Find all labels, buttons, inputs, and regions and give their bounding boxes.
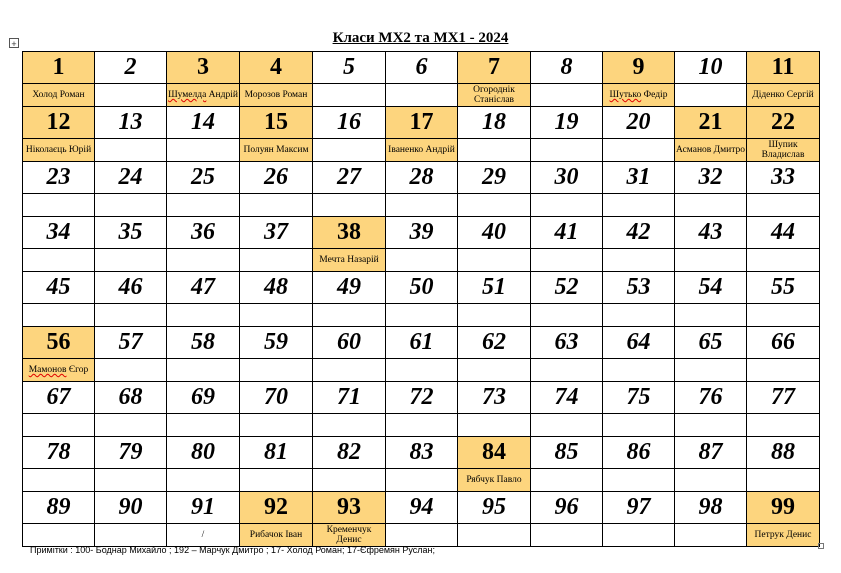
number-cell[interactable]: 59 [240,327,313,359]
number-row [23,107,820,139]
student-name-cell[interactable] [240,469,313,492]
number-cell[interactable]: 70 [240,382,313,414]
number-cell[interactable]: 85 [531,437,603,469]
student-name-cell[interactable] [747,469,820,492]
number-row [23,272,820,304]
number-cell[interactable]: 14 [167,107,240,139]
number-cell[interactable]: 42 [603,217,675,249]
number-cell[interactable]: 4 [240,52,313,84]
student-name-cell[interactable] [167,249,240,272]
student-name-cell[interactable]: Морозов Роман [240,84,313,107]
student-name-cell[interactable] [23,414,95,437]
number-cell[interactable]: 71 [313,382,386,414]
student-name-cell[interactable] [603,304,675,327]
number-cell[interactable]: 8 [531,52,603,84]
student-name-cell[interactable]: Петрук Денис [747,524,820,547]
student-name-cell[interactable] [458,414,531,437]
student-name-cell[interactable] [675,194,747,217]
number-cell[interactable]: 66 [747,327,820,359]
number-row [23,382,820,414]
number-cell[interactable]: 50 [386,272,458,304]
student-name-cell[interactable] [313,469,386,492]
name-row [23,414,820,437]
number-cell[interactable]: 78 [23,437,95,469]
student-name-cell[interactable] [458,359,531,382]
number-cell[interactable]: 3 [167,52,240,84]
number-cell[interactable]: 34 [23,217,95,249]
student-name-cell[interactable] [167,84,240,107]
number-cell[interactable]: 47 [167,272,240,304]
student-name-cell[interactable] [603,139,675,162]
student-surname: Шумелда [168,89,207,100]
number-row [23,52,820,84]
number-cell[interactable]: 19 [531,107,603,139]
number-cell[interactable]: 21 [675,107,747,139]
number-cell[interactable]: 37 [240,217,313,249]
document-title: Класи МХ2 та МХ1 - 2024 [332,30,509,46]
student-name-cell[interactable] [23,524,95,547]
number-cell[interactable]: 35 [95,217,167,249]
name-row [23,194,820,217]
student-name-cell[interactable] [23,469,95,492]
number-row [23,437,820,469]
student-name-cell[interactable] [23,359,95,382]
student-name-cell[interactable] [458,139,531,162]
student-name-cell[interactable] [95,84,167,107]
number-cell[interactable]: 58 [167,327,240,359]
student-name-cell[interactable] [675,84,747,107]
student-name-cell[interactable] [458,304,531,327]
student-name-cell[interactable] [313,139,386,162]
number-cell[interactable]: 56 [23,327,95,359]
student-name-cell[interactable] [240,359,313,382]
student-name-cell[interactable] [603,414,675,437]
number-cell[interactable]: 97 [603,492,675,524]
student-name-cell[interactable]: Кременчук Денис [313,524,386,547]
student-name-cell[interactable]: Мечта Назарій [313,249,386,272]
student-name-cell[interactable]: Іваненко Андрій [386,139,458,162]
number-row [23,162,820,194]
student-name-cell[interactable] [386,469,458,492]
student-name-cell[interactable] [240,414,313,437]
number-cell[interactable]: 96 [531,492,603,524]
student-name-cell[interactable] [23,249,95,272]
student-name-cell[interactable] [386,304,458,327]
number-cell[interactable]: 52 [531,272,603,304]
student-name-cell[interactable] [675,249,747,272]
number-cell[interactable]: 55 [747,272,820,304]
student-name-cell[interactable] [675,304,747,327]
student-given-name: Федір [641,89,668,100]
number-cell[interactable]: 48 [240,272,313,304]
student-name-cell[interactable] [603,359,675,382]
student-name-cell[interactable] [603,84,675,107]
number-cell[interactable]: 17 [386,107,458,139]
number-cell[interactable]: 54 [675,272,747,304]
student-name-cell[interactable] [531,139,603,162]
number-cell[interactable]: 43 [675,217,747,249]
number-cell[interactable]: 7 [458,52,531,84]
student-name-cell[interactable] [167,194,240,217]
student-name-cell[interactable] [167,304,240,327]
number-cell[interactable]: 24 [95,162,167,194]
student-name-cell[interactable] [531,359,603,382]
number-cell[interactable]: 84 [458,437,531,469]
class-number-table [22,51,820,547]
number-cell[interactable]: 51 [458,272,531,304]
number-cell[interactable]: 98 [675,492,747,524]
number-cell[interactable]: 86 [603,437,675,469]
student-name-cell[interactable] [95,359,167,382]
number-cell[interactable]: 5 [313,52,386,84]
number-cell[interactable]: 74 [531,382,603,414]
number-cell[interactable]: 64 [603,327,675,359]
student-name-cell[interactable] [675,359,747,382]
number-cell[interactable]: 20 [603,107,675,139]
number-cell[interactable]: 83 [386,437,458,469]
student-name-cell[interactable] [313,194,386,217]
student-name-cell[interactable] [240,249,313,272]
student-name-cell[interactable] [95,304,167,327]
student-name-cell[interactable]: Шупик Владислав [747,139,820,162]
number-cell[interactable]: 95 [458,492,531,524]
number-cell[interactable]: 2 [95,52,167,84]
student-name-cell[interactable] [95,139,167,162]
student-name-cell[interactable] [603,194,675,217]
student-name-cell[interactable] [95,524,167,547]
number-cell[interactable]: 33 [747,162,820,194]
number-cell[interactable]: 99 [747,492,820,524]
student-given-name: Єгор [66,364,89,375]
number-cell[interactable]: 12 [23,107,95,139]
number-cell[interactable]: 57 [95,327,167,359]
student-name-cell[interactable] [458,524,531,547]
student-name-cell[interactable]: Холод Роман [23,84,95,107]
student-name-cell[interactable] [95,194,167,217]
number-cell[interactable]: 15 [240,107,313,139]
number-cell[interactable]: 28 [386,162,458,194]
number-cell[interactable]: 80 [167,437,240,469]
number-cell[interactable]: 87 [675,437,747,469]
student-name-cell[interactable] [747,249,820,272]
number-cell[interactable]: 10 [675,52,747,84]
number-cell[interactable]: 41 [531,217,603,249]
number-cell[interactable]: 63 [531,327,603,359]
student-name-cell[interactable]: Огороднік Станіслав [458,84,531,107]
student-name-cell[interactable] [531,524,603,547]
name-row [23,84,820,107]
number-cell[interactable]: 76 [675,382,747,414]
number-cell[interactable]: 23 [23,162,95,194]
number-cell[interactable]: 39 [386,217,458,249]
student-surname: Шутько [609,89,642,100]
number-cell[interactable]: 60 [313,327,386,359]
student-name-cell[interactable]: Діденко Сергій [747,84,820,107]
student-name-cell[interactable] [240,304,313,327]
number-cell[interactable]: 88 [747,437,820,469]
number-cell[interactable]: 93 [313,492,386,524]
number-cell[interactable]: 69 [167,382,240,414]
number-cell[interactable]: 25 [167,162,240,194]
student-name-cell[interactable] [386,359,458,382]
student-name-cell[interactable] [313,414,386,437]
footnote: Примітки : 100- Боднар Михайло ; 192 – Марчук Дмитро ; 17- Холод Роман; 17-Єфремян Руслан; [30,545,436,555]
number-cell[interactable]: 11 [747,52,820,84]
number-cell[interactable]: 61 [386,327,458,359]
number-cell[interactable]: 46 [95,272,167,304]
student-name-cell[interactable] [167,359,240,382]
number-cell[interactable]: 29 [458,162,531,194]
name-row [23,249,820,272]
number-cell[interactable]: 13 [95,107,167,139]
student-name-cell[interactable] [747,304,820,327]
number-cell[interactable]: 81 [240,437,313,469]
student-name-cell[interactable] [531,84,603,107]
student-name-cell[interactable] [747,359,820,382]
number-cell[interactable]: 49 [313,272,386,304]
number-cell[interactable]: 92 [240,492,313,524]
number-cell[interactable]: 77 [747,382,820,414]
name-row [23,359,820,382]
number-cell[interactable]: 26 [240,162,313,194]
student-name-cell[interactable] [531,249,603,272]
number-cell[interactable]: 79 [95,437,167,469]
number-cell[interactable]: 44 [747,217,820,249]
number-cell[interactable]: 68 [95,382,167,414]
number-cell[interactable]: 45 [23,272,95,304]
number-cell[interactable]: 89 [23,492,95,524]
student-name-cell[interactable] [95,469,167,492]
number-cell[interactable]: 1 [23,52,95,84]
student-name-cell[interactable] [167,139,240,162]
number-cell[interactable]: 6 [386,52,458,84]
student-name-cell[interactable] [240,194,313,217]
number-cell[interactable]: 18 [458,107,531,139]
number-cell[interactable]: 53 [603,272,675,304]
number-cell[interactable]: 22 [747,107,820,139]
number-cell[interactable]: 27 [313,162,386,194]
student-name-cell[interactable] [386,194,458,217]
number-row [23,327,820,359]
student-name-cell[interactable]: Асманов Дмитро [675,139,747,162]
student-name-cell[interactable]: Ніколаєць Юрій [23,139,95,162]
student-name-cell[interactable] [747,194,820,217]
student-name-cell[interactable] [313,359,386,382]
number-cell[interactable]: 36 [167,217,240,249]
name-row [23,469,820,492]
number-cell[interactable]: 30 [531,162,603,194]
number-cell[interactable]: 72 [386,382,458,414]
table-resize-handle[interactable] [818,543,824,549]
student-name-cell[interactable] [386,414,458,437]
student-name-cell[interactable]: Рибачок Іван [240,524,313,547]
number-cell[interactable]: 62 [458,327,531,359]
student-name-cell[interactable]: Рябчук Павло [458,469,531,492]
student-name-cell[interactable] [23,194,95,217]
student-surname: Мамонов [28,364,67,375]
name-row [23,304,820,327]
number-cell[interactable]: 73 [458,382,531,414]
number-cell[interactable]: 67 [23,382,95,414]
student-name-cell[interactable] [531,304,603,327]
student-name-cell[interactable] [167,414,240,437]
student-given-name: Андрій [206,89,238,100]
name-row [23,139,820,162]
student-name-cell[interactable] [313,84,386,107]
student-name-cell[interactable] [95,414,167,437]
table-move-handle-icon[interactable]: + [9,38,19,48]
number-row [23,492,820,524]
number-cell[interactable]: 38 [313,217,386,249]
number-cell[interactable]: 40 [458,217,531,249]
student-name-cell[interactable] [458,194,531,217]
student-name-cell[interactable] [531,194,603,217]
number-cell[interactable]: 65 [675,327,747,359]
number-cell[interactable]: 94 [386,492,458,524]
student-name-cell[interactable] [675,524,747,547]
number-cell[interactable]: 75 [603,382,675,414]
number-cell[interactable]: 31 [603,162,675,194]
number-cell[interactable]: 90 [95,492,167,524]
student-name-cell[interactable] [531,414,603,437]
student-name-cell[interactable] [603,524,675,547]
number-cell[interactable]: 9 [603,52,675,84]
number-cell[interactable]: 16 [313,107,386,139]
student-name-cell[interactable] [675,469,747,492]
student-name-cell[interactable] [531,469,603,492]
number-cell[interactable]: 91 [167,492,240,524]
student-name-cell[interactable] [747,414,820,437]
student-name-cell[interactable] [458,249,531,272]
student-name-cell[interactable]: Полуян Максим [240,139,313,162]
number-cell[interactable]: 82 [313,437,386,469]
number-row [23,217,820,249]
student-name-cell[interactable] [167,469,240,492]
student-name-cell[interactable] [95,249,167,272]
student-name-cell[interactable] [675,414,747,437]
student-name-cell[interactable] [603,249,675,272]
student-name-cell[interactable] [603,469,675,492]
student-name-cell[interactable] [386,249,458,272]
number-cell[interactable]: 32 [675,162,747,194]
student-name-cell[interactable]: / [167,524,240,547]
student-name-cell[interactable] [23,304,95,327]
student-name-cell[interactable] [386,524,458,547]
student-name-cell[interactable] [313,304,386,327]
name-row [23,524,820,547]
student-name-cell[interactable] [386,84,458,107]
